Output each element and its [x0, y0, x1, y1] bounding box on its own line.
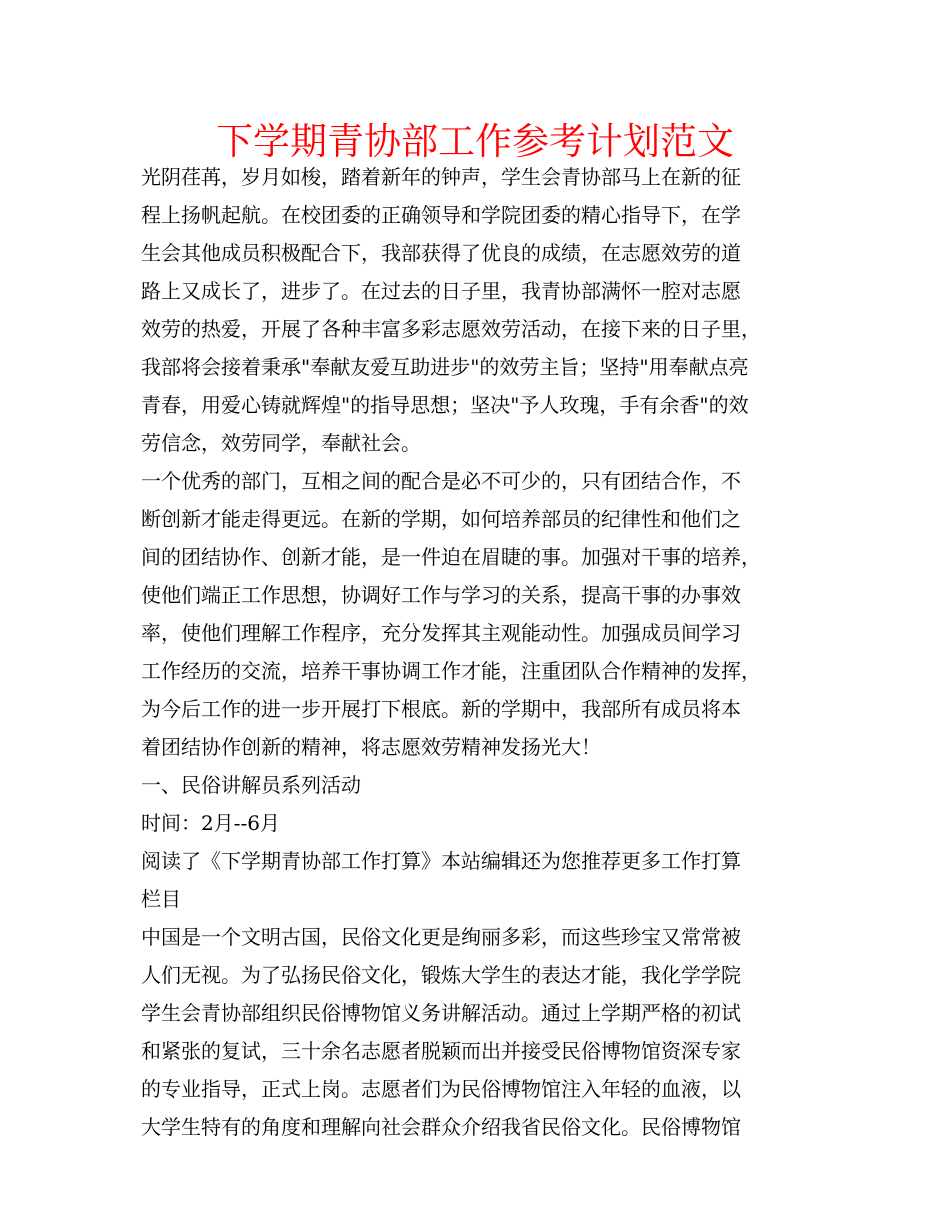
body-line: 劳信念，效劳同学，奉献社会。 — [141, 431, 421, 455]
body-line: 率，使他们理解工作程序，充分发挥其主观能动性。加强成员间学习 — [141, 621, 741, 645]
body-line: 青春，用爱心铸就辉煌"的指导思想；坚决"予人玫瑰，手有余香"的效 — [141, 393, 749, 417]
body-line: 学生会青协部组织民俗博物馆义务讲解活动。通过上学期严格的初试 — [141, 1001, 741, 1025]
body-line: 着团结协作创新的精神，将志愿效劳精神发扬光大！ — [141, 735, 601, 759]
body-line: 一个优秀的部门，互相之间的配合是必不可少的，只有团结合作，不 — [141, 469, 741, 493]
time-line: 时间：2月--6月 — [141, 811, 280, 835]
body-line: 光阴荏苒，岁月如梭，踏着新年的钟声，学生会青协部马上在新的征 — [141, 165, 741, 189]
body-line: 中国是一个文明古国，民俗文化更是绚丽多彩，而这些珍宝又常常被 — [141, 925, 741, 949]
body-line: 间的团结协作、创新才能，是一件迫在眉睫的事。加强对干事的培养， — [141, 545, 761, 569]
section-heading: 一、民俗讲解员系列活动 — [141, 773, 361, 797]
body-line: 断创新才能走得更远。在新的学期，如何培养部员的纪律性和他们之 — [141, 507, 741, 531]
body-line: 和紧张的复试，三十余名志愿者脱颖而出并接受民俗博物馆资深专家 — [141, 1039, 741, 1063]
body-line: 为今后工作的进一步开展打下根底。新的学期中，我部所有成员将本 — [141, 697, 741, 721]
body-line: 阅读了《下学期青协部工作打算》本站编辑还为您推荐更多工作打算 — [141, 849, 741, 873]
body-line: 人们无视。为了弘扬民俗文化，锻炼大学生的表达才能，我化学学院 — [141, 963, 741, 987]
body-line: 我部将会接着秉承"奉献友爱互助进步"的效劳主旨；坚持"用奉献点亮 — [141, 355, 749, 379]
document-title: 下学期青协部工作参考计划范文 — [216, 120, 734, 163]
body-line: 使他们端正工作思想，协调好工作与学习的关系，提高干事的办事效 — [141, 583, 741, 607]
document-body — [141, 158, 821, 1146]
body-line: 栏目 — [141, 887, 181, 911]
body-line: 生会其他成员积极配合下，我部获得了优良的成绩，在志愿效劳的道 — [141, 241, 741, 265]
body-line: 的专业指导，正式上岗。志愿者们为民俗博物馆注入年轻的血液，以 — [141, 1077, 741, 1101]
body-line: 路上又成长了，进步了。在过去的日子里，我青协部满怀一腔对志愿 — [141, 279, 741, 303]
body-line: 效劳的热爱，开展了各种丰富多彩志愿效劳活动，在接下来的日子里， — [141, 317, 761, 341]
body-line: 程上扬帆起航。在校团委的正确领导和学院团委的精心指导下，在学 — [141, 203, 741, 227]
body-line: 大学生特有的角度和理解向社会群众介绍我省民俗文化。民俗博物馆 — [141, 1115, 741, 1139]
body-line: 工作经历的交流，培养干事协调工作才能，注重团队合作精神的发挥， — [141, 659, 761, 683]
